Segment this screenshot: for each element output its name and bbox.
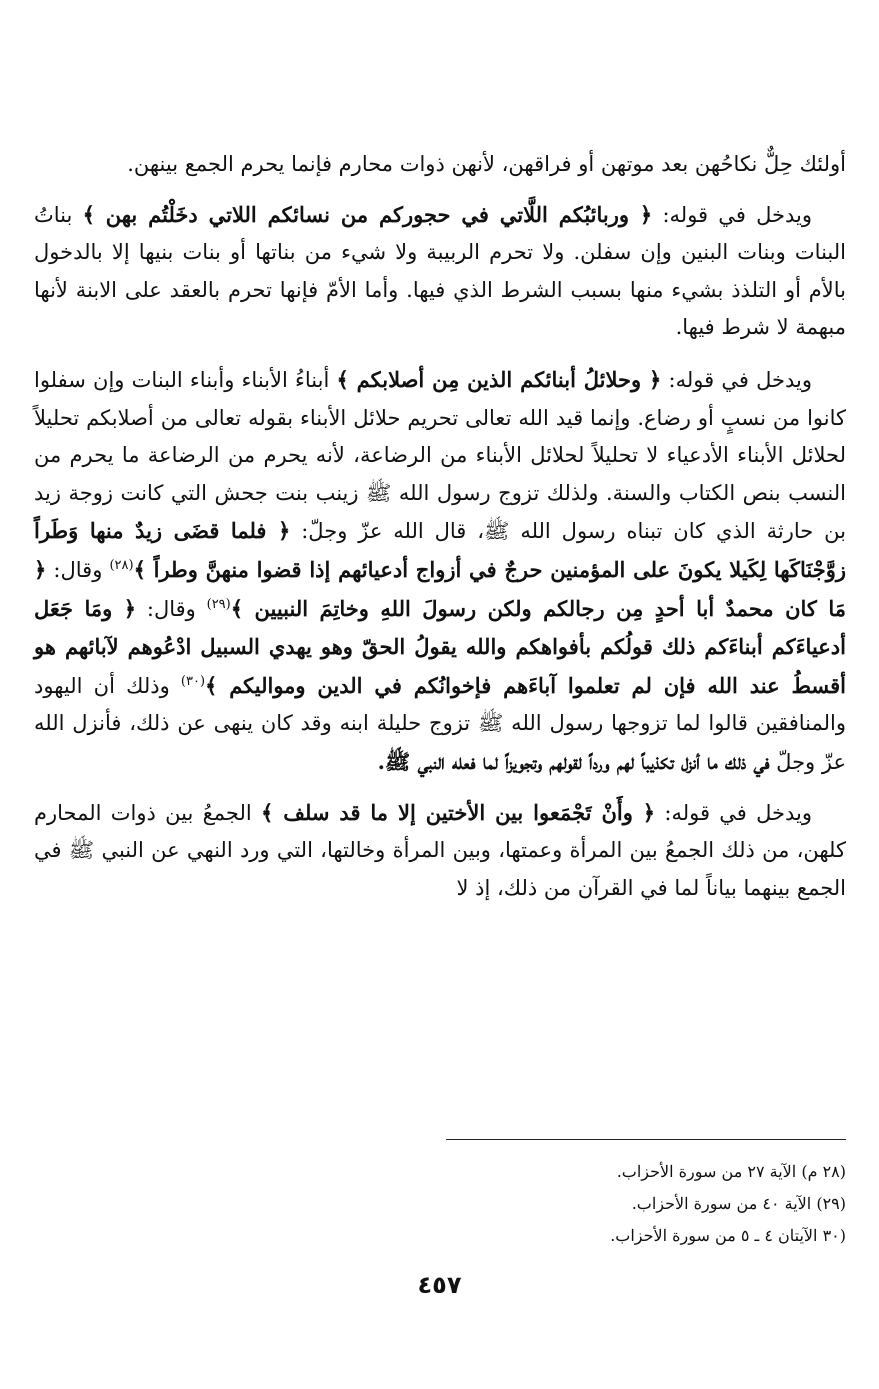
page-number: ٤٥٧ — [417, 1271, 462, 1299]
page-body — [34, 146, 846, 907]
footnote-ref-30[interactable]: (٣٠) — [180, 673, 206, 689]
footnote-28: (٢٨ م) الآية ٢٧ من سورة الأحزاب. — [616, 1162, 846, 1181]
paragraph-3-text: وذلك أن اليهود والمنافقين قالوا لما تزوجها رسول الله ﷺ تزوج حليلة ابنه وقد كان ينهى عن ذلك، فأنزل الله عزّ وجلّ — [34, 673, 846, 774]
footnote-30: (٣٠ الآيتان ٤ ـ ٥ من سورة الأحزاب. — [610, 1226, 846, 1245]
footnote-divider — [446, 1139, 846, 1140]
quran-quote: ﴿ وأَنْ تَجْمَعوا بين الأختين إلا ما قد سلف ﴾ — [260, 799, 656, 825]
footnote-29: (٢٩) الآية ٤٠ من سورة الأحزاب. — [631, 1194, 846, 1213]
paragraph-3-text: وقال: — [46, 557, 110, 582]
paragraph-4 — [34, 794, 846, 908]
quran-quote: ﴿ ومَا جَعَل أدعياءَكم أبناءَكم ذلك قولُكم بأفواهكم والله يقولُ الحقّ وهو يهدي السبيل ادْعُوهم لآبائهم هو أقسطُ عند الله فإن لم تعلموا آباءَهم فإخوانُكم في الدين ومواليكم ﴾ — [34, 595, 846, 698]
paragraph-4-text: الجمعُ بين ذوات المحارم كلهن، من ذلك الجمعُ بين المرأة وعمتها، وبين المرأة وخالتها، التي ورد النهي عن النبي ﷺ في الجمع بينهما بياناً لما في القرآن من ذلك، إذ لا — [34, 800, 846, 900]
quran-quote: ﴿ وحلائلُ أبنائكم الذين مِن أصلابكم ﴾ — [336, 366, 662, 392]
footnote-ref-28[interactable]: (٢٨) — [109, 557, 134, 573]
quran-quote: ﴿ مَا كان محمدٌ أبا أحدٍ مِن رجالكم ولكن رسولَ اللهِ وخاتِمَ النبيين ﴾ — [34, 556, 847, 621]
footnote-ref-29[interactable]: (٢٩) — [206, 596, 231, 612]
paragraph-1-text: أولئك حِلٌّ نكاحُهن بعد موتهن أو فراقهن، لأنهن ذوات محارم فإنما يحرم الجمع بينهن. — [127, 152, 846, 176]
paragraph-4-lead: ويدخل في قوله: — [655, 800, 812, 825]
paragraph-2-lead: ويدخل في قوله: — [652, 202, 812, 227]
paragraph-3-closing: في ذلك ما أنزل تكذيباً لهم ورداً لقولهم وتجويزاً لما فعله النبي ﷺ. — [377, 748, 770, 774]
paragraph-3-lead: ويدخل في قوله: — [661, 367, 812, 392]
paragraph-3-text: أبناءُ الأبناء وأبناء البنات وإن سفلوا كانوا من نسبٍ أو رضاع. وإنما قيد الله تعالى تحريم حلائل الأبناء بقوله تعالى من أصلابكم تحليلاً لحلائل الأبناء الأدعياء لا تحليلاً لحلائل الأبناء من الرضاعة، لأنه يحرم من الرضاعة ما يحرم من النسب بنص الكتاب والسنة. ولذلك تزوج رسول الله ﷺ زينب بنت جحش التي كانت زوجة زيد بن حارثة الذي كان تبناه رسول الله ﷺ، قال الله عزّ وجلّ: — [34, 367, 847, 544]
paragraph-2 — [34, 196, 846, 347]
footnotes — [34, 1156, 846, 1252]
paragraph-3-text: وقال: — [136, 596, 207, 621]
quran-quote: ﴿ وربائبُكم اللَّاتي في حجوركم من نسائكم اللاتي دخَلْتُم بهن ﴾ — [82, 201, 653, 227]
paragraph-3 — [34, 361, 846, 782]
paragraph-1 — [34, 146, 846, 184]
paragraph-2-text: بناتُ البنات وبنات البنين وإن سفلن. ولا تحرم الربيبة ولا شيء من بناتها أو بنات بنيها إلا بالدخول بالأم أو التلذذ بشيء منها بسبب الشرط الذي فيها. وأما الأمّ فإنها تحرم بالعقد على الابنة لأنها مبهمة لا شرط فيها. — [34, 202, 846, 340]
quran-quote: ﴿ فلما قضَى زيدٌ منها وَطَراً زوَّجْنَاكَها لِكَيلا يكونَ على المؤمنين حرجٌ في أزواج أدعيائهم إذا قضوا منهنَّ وطراً ﴾ — [34, 518, 846, 582]
